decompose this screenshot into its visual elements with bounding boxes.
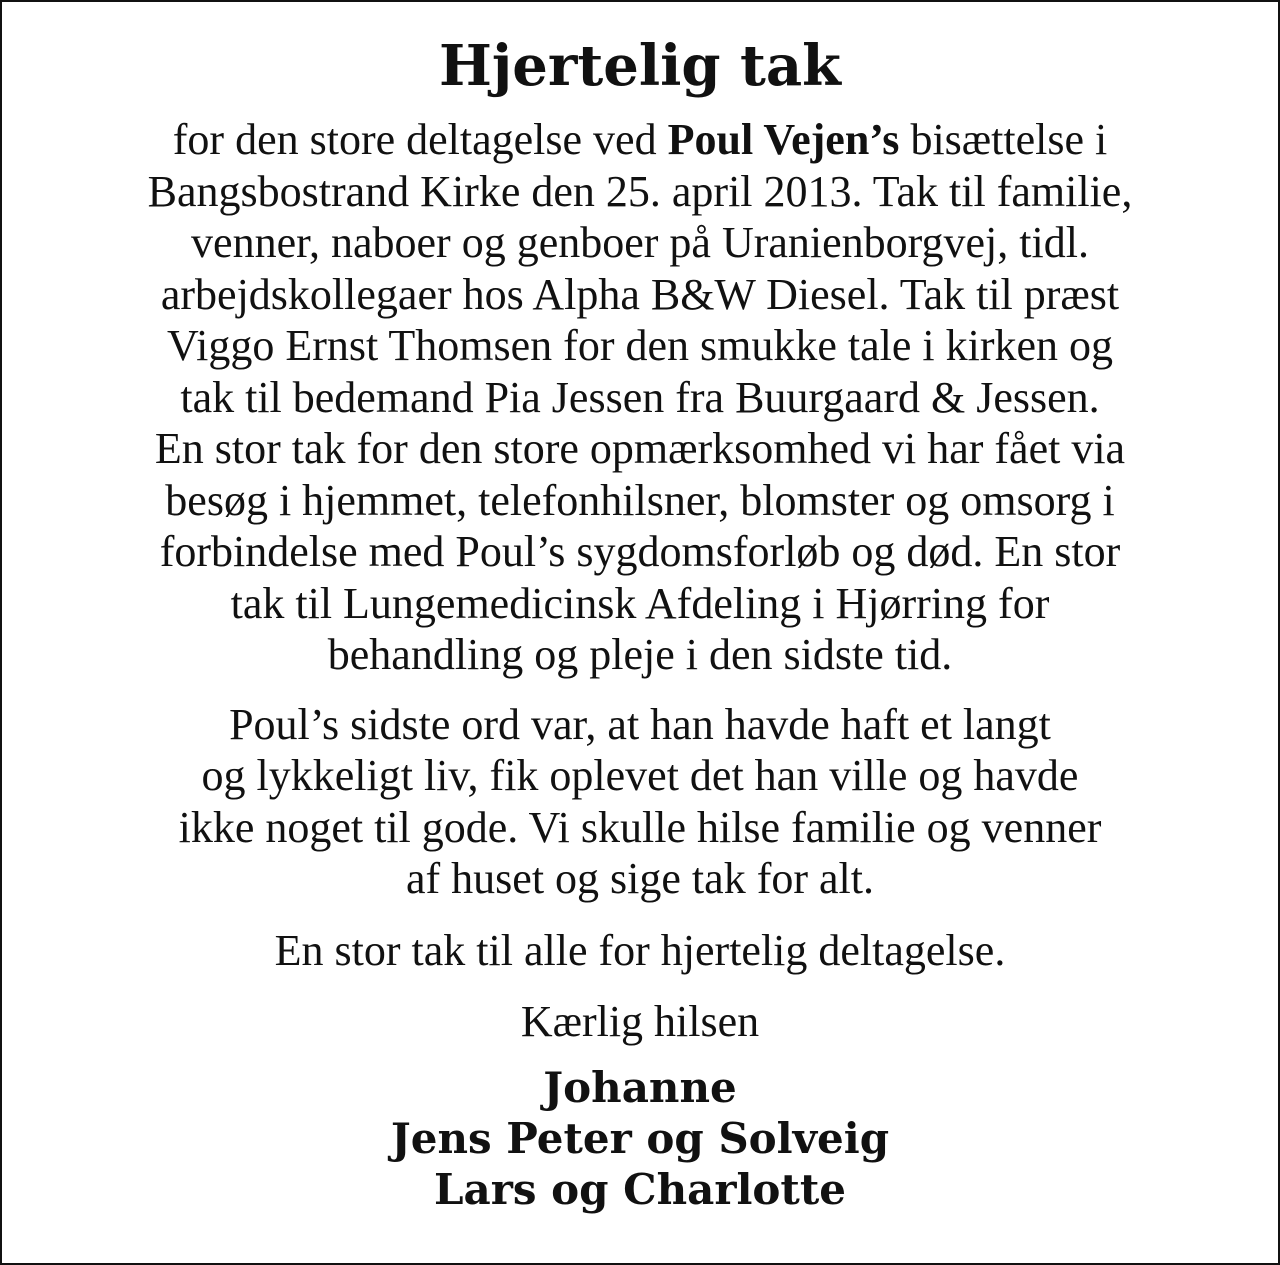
paragraph-line: Bangsbostrand Kirke den 25. april 2013. Tak til familie, xyxy=(147,166,1133,216)
line-suffix: bisættelse i xyxy=(899,115,1108,164)
deceased-name: Poul Vejen’s xyxy=(667,115,900,164)
signature-name: Jens Peter og Solveig xyxy=(390,1113,890,1163)
thanks-paragraph xyxy=(24,114,1256,681)
greeting: Kærlig hilsen xyxy=(520,997,760,1046)
paragraph-line: besøg i hjemmet, telefonhilsner, blomster og omsorg i xyxy=(165,475,1115,525)
paragraph-line: venner, naboer og genboer på Uranienborgvej, tidl. xyxy=(191,218,1089,267)
line-prefix: for den store deltagelse ved xyxy=(172,115,668,164)
paragraph-line: forbindelse med Poul’s sygdomsforløb og død. En stor xyxy=(159,527,1121,576)
paragraph-line: af huset og sige tak for alt. xyxy=(406,854,874,903)
paragraph-line: ikke noget til gode. Vi skulle hilse familie og venner xyxy=(178,802,1102,852)
notice-content xyxy=(24,26,1256,1215)
notice-title: Hjertelig tak xyxy=(439,33,841,99)
paragraph-line: arbejdskollegaer hos Alpha B&W Diesel. Tak til præst xyxy=(160,269,1120,319)
signature-name: Johanne xyxy=(543,1062,737,1112)
paragraph-line: tak til bedemand Pia Jessen fra Buurgaard & Jessen. xyxy=(180,372,1100,422)
last-words-paragraph xyxy=(24,699,1256,905)
paragraph-line xyxy=(24,114,1256,166)
paragraph-line: tak til Lungemedicinsk Afdeling i Hjørring for xyxy=(230,578,1050,628)
paragraph-line: Poul’s sidste ord var, at han havde haft et langt xyxy=(229,699,1051,749)
paragraph-line: og lykkeligt liv, fik oplevet det han ville og havde xyxy=(201,751,1079,800)
signature-name: Lars og Charlotte xyxy=(434,1164,846,1214)
paragraph-line: behandling og pleje i den sidste tid. xyxy=(327,630,953,679)
signature-block xyxy=(24,1062,1256,1215)
paragraph-line: Viggo Ernst Thomsen for den smukke tale i kirken og xyxy=(166,321,1114,370)
closing-thanks: En stor tak til alle for hjertelig deltagelse. xyxy=(274,925,1006,975)
paragraph-line: En stor tak for den store opmærksomhed vi har fået via xyxy=(154,424,1126,473)
